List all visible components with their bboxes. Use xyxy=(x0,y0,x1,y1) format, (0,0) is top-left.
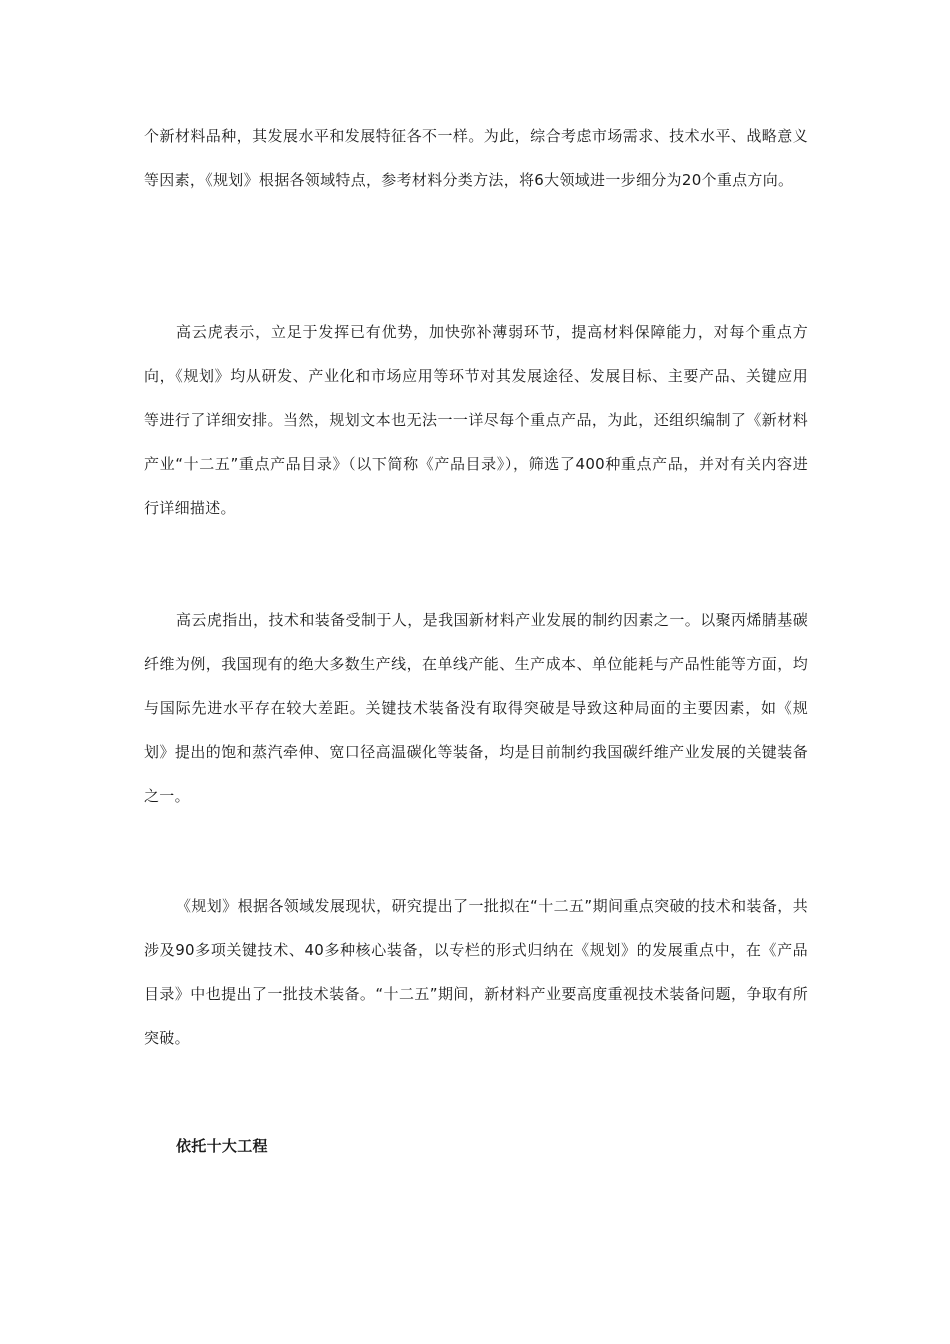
section-heading: 依托十大工程 xyxy=(176,1137,268,1155)
paragraph-material-directions: 个新材料品种，其发展水平和发展特征各不一样。为此，综合考虑市场需求、技术水平、战略意义等因素，《规划》根据各领域特点，参考材料分类方法，将6大领域进一步细分为20个重点方向。 xyxy=(144,127,808,189)
paragraph-key-products: 高云虎表示，立足于发挥已有优势，加快弥补薄弱环节，提高材料保障能力，对每个重点方向，《规划》均从研发、产业化和市场应用等环节对其发展途径、发展目标、主要产品、关键应用等进行了详细安排。当然，规划文本也无法一一详尽每个重点产品，为此，还组织编制了《新材料产业“十二五”重点产品目录》（以下简称《产品目录》），筛选了400种重点产品，并对有关内容进行详细描述。 xyxy=(144,323,808,517)
paragraph-breakthrough-plan: 《规划》根据各领域发展现状，研究提出了一批拟在“十二五”期间重点突破的技术和装备，共涉及90多项关键技术、40多种核心装备，以专栏的形式归纳在《规划》的发展重点中，在《产品目录》中也提出了一批技术装备。“十二五”期间，新材料产业要高度重视技术装备问题，争取有所突破。 xyxy=(144,897,808,1047)
paragraph-technology-equipment: 高云虎指出，技术和装备受制于人，是我国新材料产业发展的制约因素之一。以聚丙烯腈基碳纤维为例，我国现有的绝大多数生产线，在单线产能、生产成本、单位能耗与产品性能等方面，均与国际先进水平存在较大差距。关键技术装备没有取得突破是导致这种局面的主要因素，如《规划》提出的饱和蒸汽牵伸、宽口径高温碳化等装备，均是目前制约我国碳纤维产业发展的关键装备之一。 xyxy=(144,611,808,805)
